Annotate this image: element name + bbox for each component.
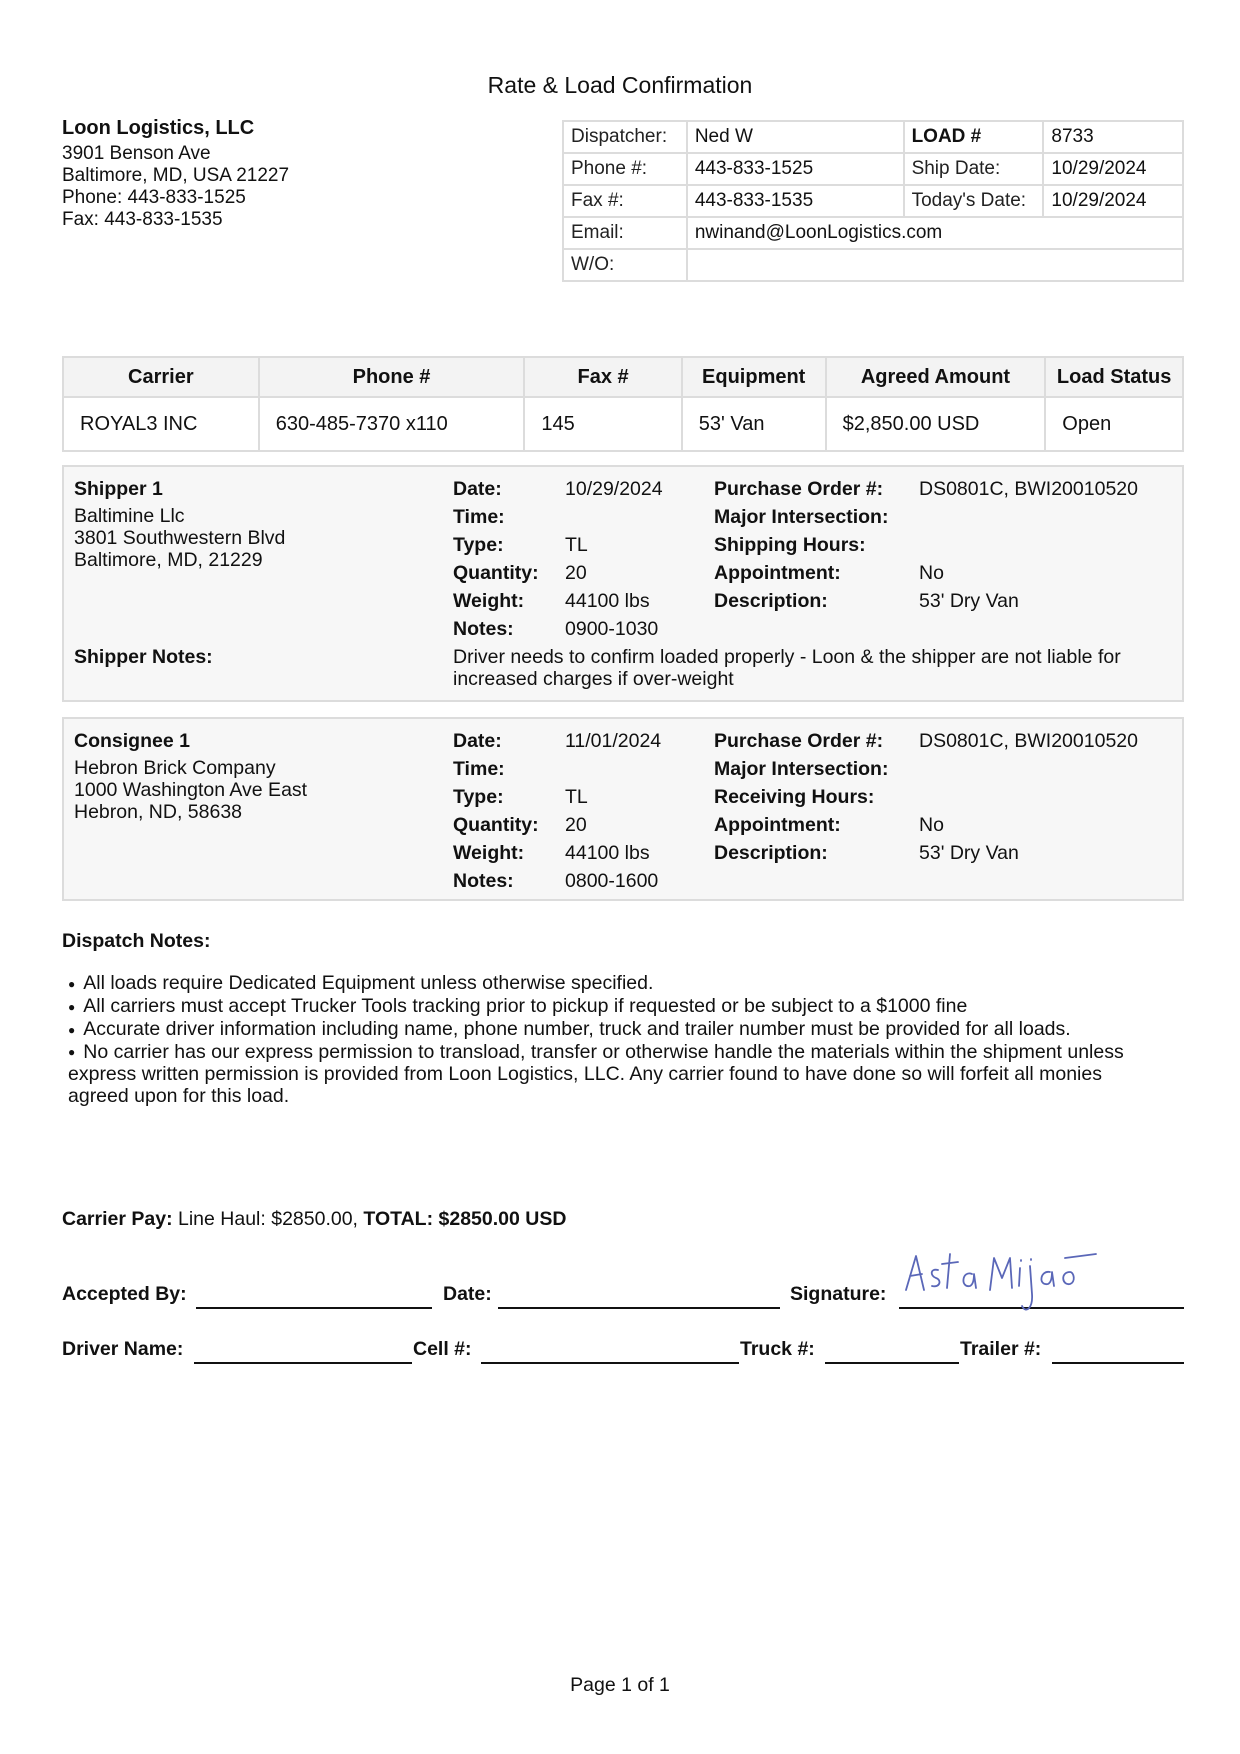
dispatch-note-text: Accurate driver information including name, phone number, truck and trailer number must be provided for all loads. [83, 1017, 1071, 1040]
phone-label: Phone #: [563, 153, 687, 185]
shipper-date-label: Date: [453, 478, 502, 500]
shipper-box [62, 465, 1184, 702]
shipper-po-label: Purchase Order #: [714, 478, 884, 500]
shipper-hours-label: Shipping Hours: [714, 534, 866, 556]
shipper-address [74, 505, 285, 571]
dispatch-row [563, 153, 1183, 185]
consignee-po-label: Purchase Order #: [714, 730, 884, 752]
work-order-label: W/O: [563, 249, 687, 281]
shipper-notes-value: 0900-1030 [565, 618, 659, 640]
cell-field[interactable] [481, 1362, 739, 1364]
dispatch-row [563, 217, 1183, 249]
consignee-quantity-value: 20 [565, 814, 587, 836]
agreed-amount-header: Agreed Amount [826, 357, 1046, 397]
driver-name-field[interactable] [194, 1362, 412, 1364]
trailer-label: Trailer #: [960, 1338, 1042, 1360]
consignee-time-label: Time: [453, 758, 505, 780]
work-order-value [687, 249, 1183, 281]
shipper-description-value: 53' Dry Van [919, 590, 1019, 612]
equipment-cell: 53' Van [682, 397, 826, 451]
ship-date-value: 10/29/2024 [1043, 153, 1183, 185]
bullet-icon: ● [68, 976, 76, 991]
company-address-line2: Baltimore, MD, USA 21227 [62, 165, 290, 186]
carrier-table-header [63, 357, 1183, 397]
shipper-weight-value: 44100 lbs [565, 590, 650, 612]
shipper-title: Shipper 1 [74, 478, 163, 500]
list-item [68, 995, 1158, 1018]
consignee-address [74, 757, 307, 823]
bullet-icon: ● [68, 1022, 76, 1037]
document-title: Rate & Load Confirmation [487, 72, 753, 98]
handwritten-signature [900, 1250, 1100, 1322]
consignee-date-value: 11/01/2024 [565, 730, 662, 752]
shipper-address-line2: Baltimore, MD, 21229 [74, 549, 263, 571]
consignee-appointment-value: No [919, 814, 944, 836]
trailer-field[interactable] [1052, 1362, 1184, 1364]
shipper-time-label: Time: [453, 506, 505, 528]
driver-name-label: Driver Name: [62, 1338, 184, 1360]
truck-field[interactable] [825, 1362, 959, 1364]
consignee-type-value: TL [565, 786, 588, 808]
carrier-fax-cell: 145 [524, 397, 681, 451]
shipper-type-value: TL [565, 534, 588, 556]
shipper-notes-line: increased charges if over-weight [453, 668, 734, 690]
ship-date-label: Ship Date: [904, 153, 1044, 185]
dispatch-info-table [562, 120, 1184, 282]
accept-date-field[interactable] [498, 1307, 780, 1309]
bullet-icon: ● [68, 999, 76, 1014]
todays-date-value: 10/29/2024 [1043, 185, 1183, 217]
line-haul: Line Haul: $2850.00, [178, 1208, 358, 1230]
dispatcher-value: Ned W [687, 121, 904, 153]
consignee-title: Consignee 1 [74, 730, 190, 752]
dispatch-notes-list [68, 972, 1158, 1107]
dispatch-notes-title: Dispatch Notes: [62, 930, 211, 952]
company-fax: Fax: 443-833-1535 [62, 209, 223, 230]
table-row [63, 397, 1183, 451]
truck-label: Truck #: [740, 1338, 815, 1360]
consignee-appointment-label: Appointment: [714, 814, 841, 836]
carrier-table [62, 356, 1184, 452]
consignee-address-line2: Hebron, ND, 58638 [74, 801, 243, 823]
consignee-description-label: Description: [714, 842, 828, 864]
shipper-intersection-label: Major Intersection: [714, 506, 889, 528]
shipper-notes-line: Driver needs to confirm loaded properly - Loon & the shipper are not liable for [453, 646, 1121, 668]
shipper-date-value: 10/29/2024 [565, 478, 663, 500]
consignee-notes-label: Notes: [453, 870, 514, 892]
load-status-header: Load Status [1045, 357, 1183, 397]
consignee-box [62, 717, 1184, 901]
company-name: Loon Logistics, LLC [62, 117, 255, 139]
agreed-amount-cell: $2,850.00 USD [826, 397, 1046, 451]
shipper-notes-label: Notes: [453, 618, 514, 640]
consignee-date-label: Date: [453, 730, 502, 752]
load-status-cell: Open [1045, 397, 1183, 451]
company-phone: Phone: 443-833-1525 [62, 187, 246, 208]
carrier-pay-total: TOTAL: $2850.00 USD [363, 1208, 567, 1230]
shipper-weight-label: Weight: [453, 590, 525, 612]
accepted-by-field[interactable] [196, 1307, 432, 1309]
dispatch-note-text: No carrier has our express permission to transload, transfer or otherwise handle the materials within the shipment unless express written permission is provided from Loon Logistics, LLC. Any carrier found to have done so will forfeit all monies agreed upon for this load. [68, 1040, 1124, 1108]
shipper-po-value: DS0801C, BWI20010520 [919, 478, 1138, 500]
consignee-name: Hebron Brick Company [74, 757, 276, 779]
load-number-value: 8733 [1043, 121, 1183, 153]
shipper-quantity-value: 20 [565, 562, 587, 584]
carrier-header: Carrier [63, 357, 259, 397]
dispatch-note-text: All carriers must accept Trucker Tools tracking prior to pickup if requested or be subject to a $1000 fine [83, 994, 968, 1017]
fax-value: 443-833-1535 [687, 185, 904, 217]
shipper-appointment-label: Appointment: [714, 562, 841, 584]
fax-header: Fax # [524, 357, 681, 397]
phone-header: Phone # [259, 357, 525, 397]
dispatch-row [563, 249, 1183, 281]
accepted-by-label: Accepted By: [62, 1283, 187, 1305]
load-number-label: LOAD # [904, 121, 1044, 153]
dispatch-row [563, 121, 1183, 153]
company-address-line1: 3901 Benson Ave [62, 143, 211, 164]
shipper-address-line1: 3801 Southwestern Blvd [74, 527, 286, 549]
fax-label: Fax #: [563, 185, 687, 217]
consignee-weight-value: 44100 lbs [565, 842, 650, 864]
consignee-po-value: DS0801C, BWI20010520 [919, 730, 1138, 752]
shipper-notes-text [453, 646, 1121, 690]
page-number: Page 1 of 1 [570, 1674, 670, 1696]
dispatch-row [563, 185, 1183, 217]
consignee-quantity-label: Quantity: [453, 814, 539, 836]
accept-date-label: Date: [443, 1283, 492, 1305]
shipper-description-label: Description: [714, 590, 828, 612]
phone-value: 443-833-1525 [687, 153, 904, 185]
consignee-address-line1: 1000 Washington Ave East [74, 779, 308, 801]
company-block [62, 117, 289, 231]
carrier-phone-cell: 630-485-7370 x110 [259, 397, 525, 451]
carrier-pay [62, 1208, 566, 1231]
consignee-type-label: Type: [453, 786, 504, 808]
shipper-appointment-value: No [919, 562, 944, 584]
todays-date-label: Today's Date: [904, 185, 1044, 217]
consignee-intersection-label: Major Intersection: [714, 758, 889, 780]
dispatcher-label: Dispatcher: [563, 121, 687, 153]
equipment-header: Equipment [682, 357, 826, 397]
signature-label: Signature: [790, 1283, 887, 1305]
carrier-pay-label: Carrier Pay: [62, 1208, 173, 1230]
email-label: Email: [563, 217, 687, 249]
email-value[interactable]: nwinand@LoonLogistics.com [687, 217, 1183, 249]
shipper-quantity-label: Quantity: [453, 562, 539, 584]
dispatch-note-text: All loads require Dedicated Equipment unless otherwise specified. [83, 972, 654, 994]
consignee-weight-label: Weight: [453, 842, 525, 864]
shipper-type-label: Type: [453, 534, 504, 556]
consignee-hours-label: Receiving Hours: [714, 786, 875, 808]
consignee-description-value: 53' Dry Van [919, 842, 1019, 864]
shipper-notes-section-label: Shipper Notes: [74, 646, 213, 668]
shipper-name: Baltimine Llc [74, 505, 185, 527]
list-item [68, 972, 1158, 995]
cell-label: Cell #: [413, 1338, 472, 1360]
bullet-icon: ● [68, 1045, 76, 1060]
list-item [68, 1041, 1158, 1108]
carrier-name-cell: ROYAL3 INC [63, 397, 259, 451]
list-item [68, 1018, 1158, 1041]
driver-row [62, 1338, 1184, 1368]
consignee-notes-value: 0800-1600 [565, 870, 659, 892]
